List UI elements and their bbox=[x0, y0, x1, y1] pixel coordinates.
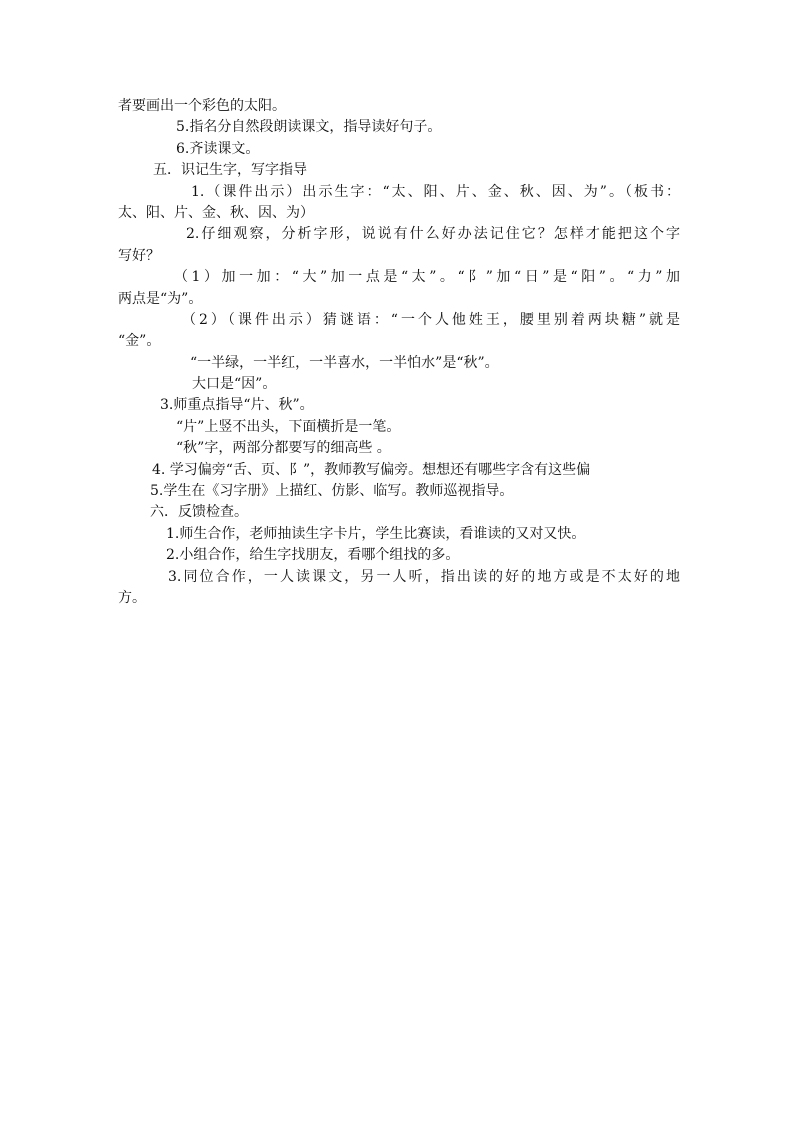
section-heading: 五．识记生字，写字指导 bbox=[153, 162, 307, 179]
paragraph-line: 1.师生合作，老师抽读生字卡片，学生比赛读，看谁读的又对又快。 bbox=[166, 525, 586, 542]
paragraph-line: “一半绿，一半红，一半喜水，一半怕水”是“秋”。 bbox=[190, 354, 499, 371]
paragraph-line: 1.（课件出示）出示生字：“太、阳、片、金、秋、因、为”。（板书： bbox=[191, 183, 680, 200]
paragraph-line: 3.同位合作，一人读课文，另一人听，指出读的好的地方或是不太好的地 bbox=[168, 568, 680, 585]
paragraph-line: （2）（课件出示）猜谜语：“一个人他姓王，腰里别着两块糖”就是 bbox=[182, 311, 680, 328]
paragraph-line: （1）加一加：“大”加一点是“太”。“阝”加“日”是“阳”。“力”加 bbox=[174, 269, 680, 286]
section-heading: 六．反馈检查。 bbox=[150, 504, 248, 521]
paragraph-line: 5.指名分自然段朗读课文，指导读好句子。 bbox=[176, 119, 442, 136]
paragraph-line: 写好？ bbox=[118, 247, 160, 264]
paragraph-line: 太、阳、片、金、秋、因、为） bbox=[118, 204, 314, 221]
paragraph-line: “金”。 bbox=[118, 333, 161, 350]
paragraph-line: 5.学生在《习字册》上描红、仿影、临写。教师巡视指导。 bbox=[150, 483, 514, 500]
paragraph-line: 2.仔细观察，分析字形，说说有什么好办法记住它？怎样才能把这个字 bbox=[186, 226, 680, 243]
document-body bbox=[118, 96, 680, 609]
paragraph-line: 方。 bbox=[118, 589, 146, 606]
paragraph-line: 大口是“因”。 bbox=[192, 376, 277, 393]
paragraph-line: 2.小组合作，给生字找朋友，看哪个组找的多。 bbox=[166, 547, 460, 564]
paragraph-line: “片”上竖不出头，下面横折是一笔。 bbox=[176, 418, 401, 435]
paragraph-line: 两点是“为”。 bbox=[118, 290, 203, 307]
paragraph-line: 者要画出一个彩色的太阳。 bbox=[118, 98, 286, 114]
paragraph-line: 3.师重点指导“片、秋”。 bbox=[160, 397, 314, 414]
paragraph-line: “秋”字，两部分都要写的细高些 。 bbox=[176, 440, 391, 457]
paragraph-line: 4. 学习偏旁“舌、页、阝”，教师教写偏旁。想想还有哪些字含有这些偏 bbox=[152, 461, 591, 478]
paragraph-line: 6.齐读课文。 bbox=[176, 140, 260, 157]
